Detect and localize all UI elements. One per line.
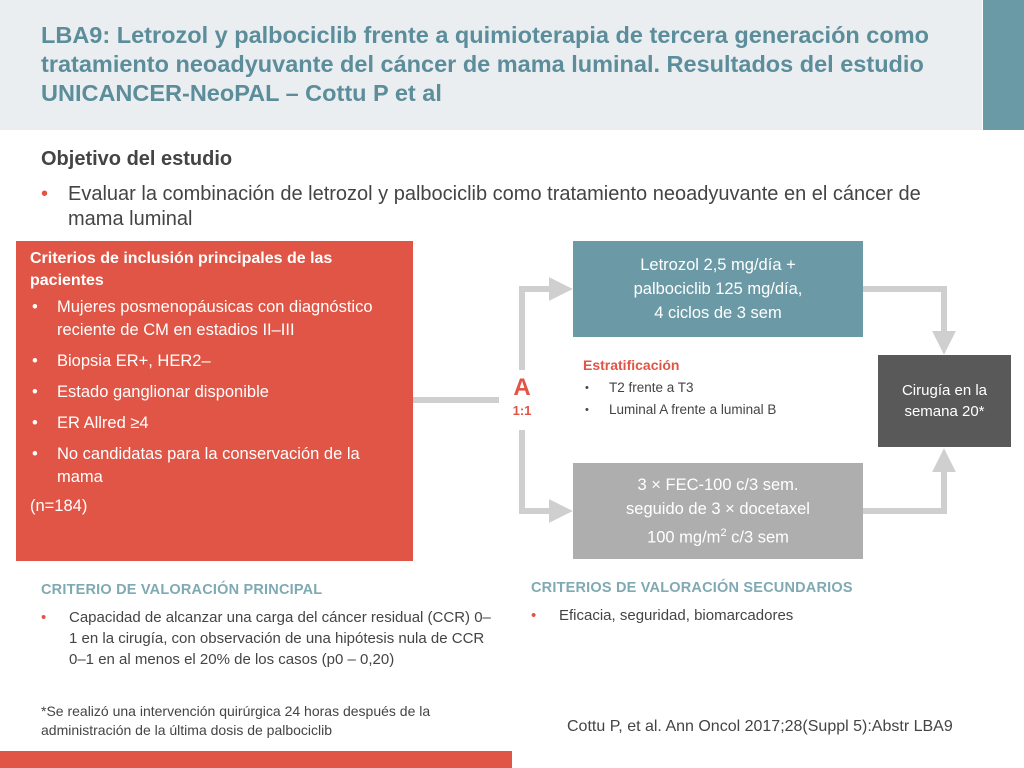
- primary-endpoint-text: Capacidad de alcanzar una carga del cáncer residual (CCR) 0–1 en la cirugía, con observación de una hipótesis nula de CCR 0–1 en al menos el 20% de los casos (p0 – 0,20): [69, 609, 491, 668]
- inclusion-item: • No candidatas para la conservación de la mama: [32, 445, 360, 486]
- secondary-endpoints-title: CRITERIOS DE VALORACIÓN SECUNDARIOS: [531, 580, 853, 596]
- inclusion-list: [30, 296, 399, 489]
- randomization-node: [499, 370, 545, 430]
- arm-chemotherapy: [573, 463, 863, 559]
- page-title: LBA9: Letrozol y palbociclib frente a quimioterapia de tercera generación como tratamiento neoadyuvante del cáncer de mama luminal. Resultados del estudio UNICANCER-NeoPAL – Cottu P et al: [41, 22, 929, 106]
- stratification-block: [583, 357, 776, 421]
- stratification-list: [583, 377, 776, 421]
- stratification-item: • Luminal A frente a luminal B: [583, 399, 776, 421]
- sample-size: (n=184): [30, 497, 88, 515]
- arm1-line1: Letrozol 2,5 mg/día +: [640, 256, 796, 274]
- bullet-icon: •: [41, 183, 49, 205]
- arrow-to-arm2: [522, 430, 562, 511]
- footnote: *Se realizó una intervención quirúrgica 24 horas después de la administración de la última dosis de palbociclib: [41, 703, 431, 738]
- bottom-accent-bar: [0, 751, 512, 768]
- objective-heading: Objetivo del estudio: [41, 148, 233, 170]
- stratification-title: Estratificación: [583, 357, 680, 373]
- primary-endpoint-item: [41, 607, 491, 670]
- surgery-line2: semana 20*: [904, 403, 985, 420]
- arm-letrozole-palbociclib: [573, 241, 863, 337]
- arrow-to-arm1: [522, 289, 562, 370]
- arm2-line3: 100 $mg/m^2$ c/3 sem: [647, 526, 789, 547]
- arrow-arm2-to-surgery: [863, 459, 944, 511]
- secondary-endpoints-item: [531, 605, 971, 626]
- bullet-icon: •: [32, 383, 38, 401]
- objective-text: Evaluar la combinación de letrozol y palbociclib como tratamiento neoadyuvante en el cáncer de mama luminal: [68, 183, 921, 230]
- surgery-box: [878, 355, 1011, 447]
- inclusion-title: Criterios de inclusión principales de las pacientes: [30, 250, 333, 289]
- citation: Cottu P, et al. Ann Oncol 2017;28(Suppl 5):Abstr LBA9: [567, 718, 953, 735]
- inclusion-item: • ER Allred ≥4: [30, 412, 399, 435]
- arm1-line2: palbociclib 125 mg/día,: [633, 280, 803, 298]
- stratification-item: • T2 frente a T3: [583, 377, 776, 399]
- arm2-line1: 3 × FEC-100 c/3 sem.: [637, 475, 799, 494]
- inclusion-item: • Mujeres posmenopáusicas con diagnóstico reciente de CM en estadios II–III: [32, 298, 373, 339]
- randomization-letter: A: [513, 374, 531, 401]
- arm1-line3: 4 ciclos de 3 sem: [654, 304, 782, 322]
- bullet-icon: •: [585, 382, 589, 394]
- bullet-icon: •: [585, 404, 589, 416]
- arrow-arm1-to-surgery: [863, 289, 944, 344]
- inclusion-item: • Biopsia ER+, HER2–: [30, 350, 399, 373]
- bullet-icon: •: [41, 609, 47, 626]
- inclusion-item: • Estado ganglionar disponible: [30, 381, 399, 404]
- surgery-line1: Cirugía en la: [901, 382, 988, 399]
- bullet-icon: •: [32, 414, 38, 432]
- bullet-icon: •: [531, 607, 537, 624]
- primary-endpoint-title: CRITERIO DE VALORACIÓN PRINCIPAL: [41, 582, 323, 598]
- bullet-icon: •: [32, 445, 38, 463]
- secondary-endpoints-text: Eficacia, seguridad, biomarcadores: [559, 607, 794, 624]
- bullet-icon: •: [32, 352, 38, 370]
- inclusion-criteria-box: [16, 241, 413, 561]
- randomization-ratio: 1:1: [512, 403, 532, 418]
- arm2-line2: seguido de 3 × docetaxel: [626, 499, 810, 518]
- bullet-icon: •: [32, 298, 38, 316]
